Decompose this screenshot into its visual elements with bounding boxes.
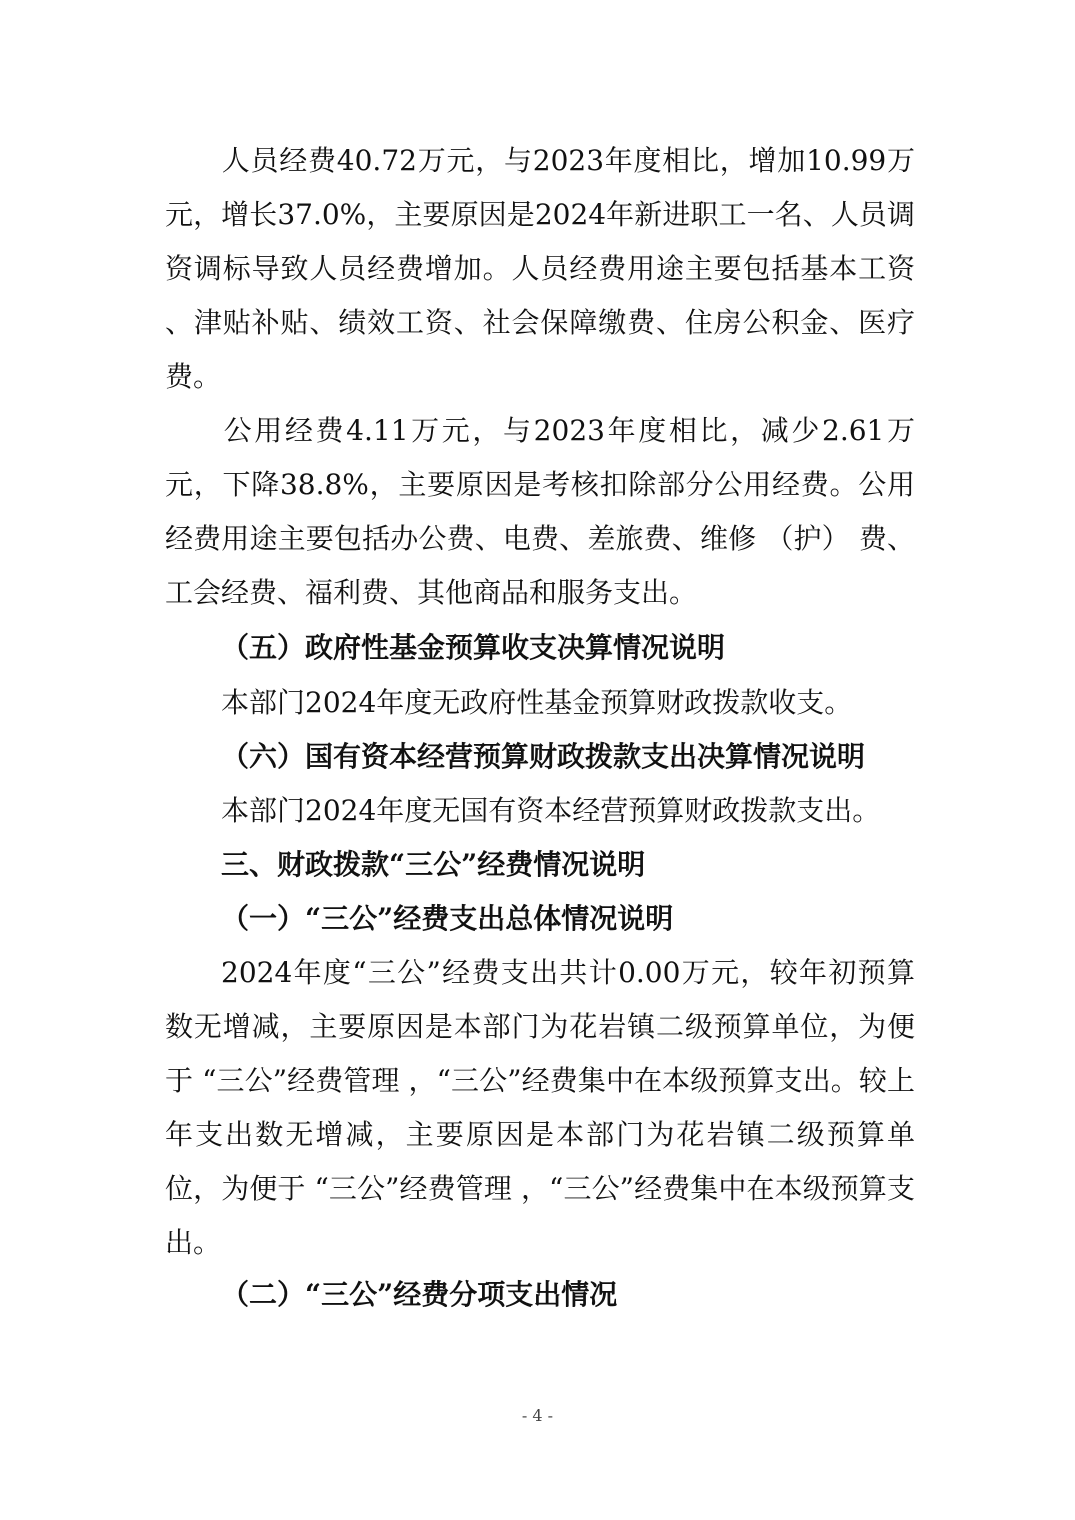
heading-three-public-overall: （一）“三公”经费支出总体情况说明 [221,902,674,935]
heading-government-fund: （五）政府性基金预算收支决算情况说明 [221,631,726,664]
heading-state-capital: （六）国有资本经营预算财政拨款支出决算情况说明 [221,740,866,773]
paragraph-three-public-overall: 2024年度“三公”经费支出共计0.00万元，较年初预算数无增减，主要原因是本部门为花岩镇二级预算单位，为便于 “三公”经费管理 ，“三公”经费集中在本级预算支出。较上年支出数无增减，主要原因是本部门为花岩镇二级预算单位，为便于 “三公”经费管理 ，“三公”经费集中在本级预算支出。 [165,956,915,1259]
heading-three-public-items: （二）“三公”经费分项支出情况 [221,1278,618,1311]
paragraph-government-fund: 本部门2024年度无政府性基金预算财政拨款收支。 [221,686,853,719]
page-number: - 4 - [521,1406,554,1425]
paragraph-state-capital: 本部门2024年度无国有资本经营预算财政拨款支出。 [221,794,881,827]
paragraph-personnel-expenses: 人员经费40.72万元，与2023年度相比，增加10.99万元，增长37.0%，主要原因是2024年新进职工一名、人员调资调标导致人员经费增加。人员经费用途主要包括基本工资 、津贴补贴、绩效工资、社会保障缴费、住房公积金、医疗费。 [165,144,915,393]
paragraph-public-expenses: 公用经费4.11万元，与2023年度相比，减少2.61万元，下降38.8%，主要原因是考核扣除部分公用经费。公用经费用途主要包括办公费、电费、差旅费、维修 （护） 费、工会经费、福利费、其他商品和服务支出。 [165,414,915,609]
heading-three-public: 三、财政拨款“三公”经费情况说明 [221,848,646,881]
